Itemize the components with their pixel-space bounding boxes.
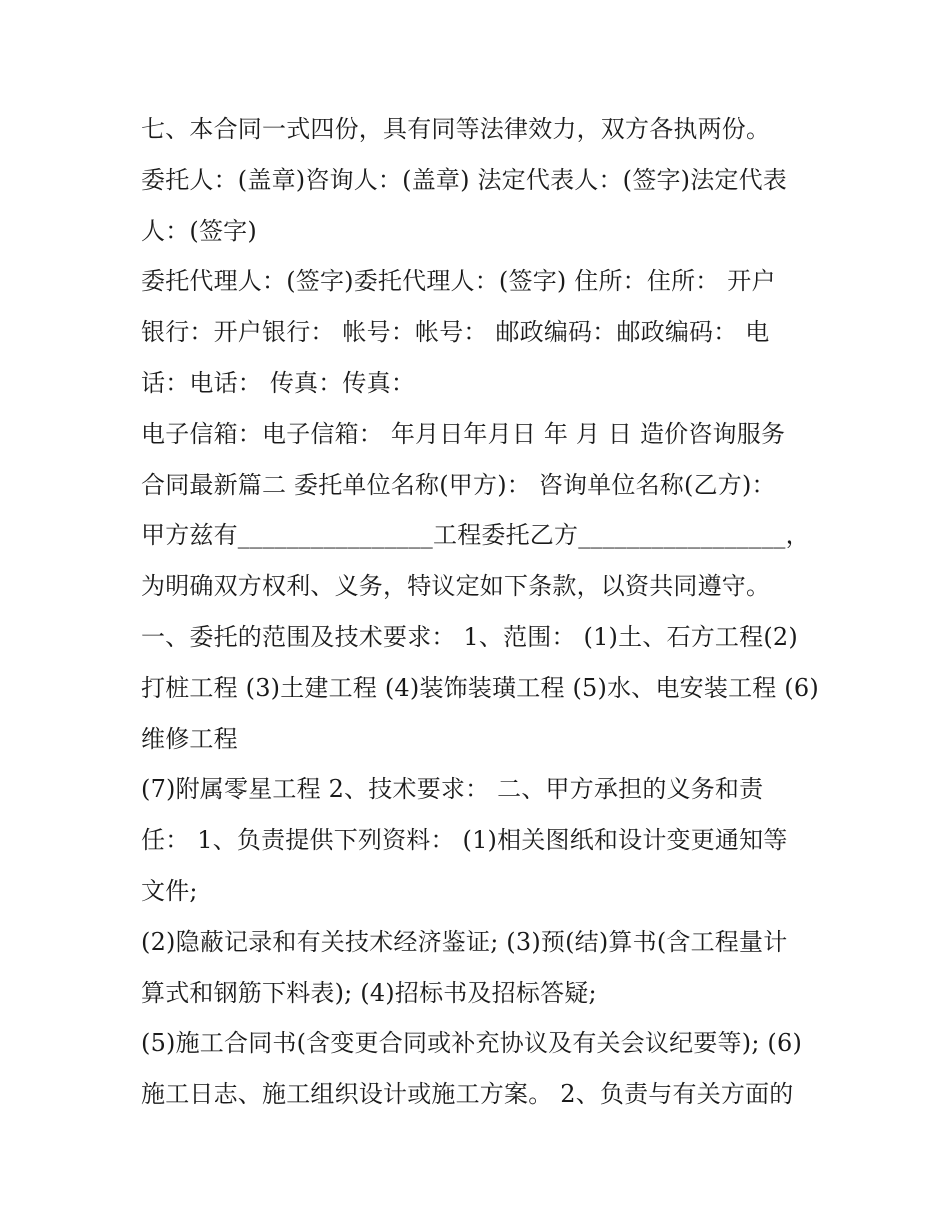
text-line: (5)施工合同书(含变更合同或补充协议及有关会议纪要等); (6) [141, 1029, 803, 1058]
text-line: 施工日志、施工组织设计或施工方案。 2、负责与有关方面的 [141, 1080, 794, 1109]
text-line: (2)隐蔽记录和有关技术经济鉴证; (3)预(结)算书(含工程量计 [141, 927, 788, 956]
text-line: 委托代理人：(签字)委托代理人：(签字) 住所：住所： 开户 [141, 267, 776, 296]
text-line: 银行：开户银行： 帐号：帐号： 邮政编码：邮政编码： 电 [141, 318, 770, 347]
text-line: 维修工程 [141, 724, 238, 753]
text-line: 任： 1、负责提供下列资料： (1)相关图纸和设计变更通知等 [141, 826, 788, 855]
text-line: 打桩工程 (3)土建工程 (4)装饰装璜工程 (5)水、电安装工程 (6) [141, 673, 819, 702]
text-line: 委托人：(盖章)咨询人：(盖章) 法定代表人：(签字)法定代表 [141, 165, 788, 194]
text-line: 人：(签字) [141, 216, 257, 245]
text-line: 为明确双方权利、义务，特议定如下条款，以资共同遵守。 [141, 572, 771, 601]
document-body [141, 104, 831, 1120]
text-line: 话：电话： 传真：传真： [141, 368, 416, 397]
text-line: (7)附属零星工程 2、技术要求： 二、甲方承担的义务和责 [141, 775, 764, 804]
text-line: 电子信箱：电子信箱： 年月日年月日 年 月 日 造价咨询服务 [141, 419, 786, 448]
text-line: 合同最新篇二 委托单位名称(甲方)： 咨询单位名称(乙方)： [141, 470, 776, 499]
text-line: 七、本合同一式四份，具有同等法律效力，双方各执两份。 [141, 115, 771, 143]
text-line: 文件; [141, 876, 198, 905]
text-line: 一、委托的范围及技术要求： 1、范围： (1)土、石方工程(2) [141, 622, 798, 651]
text-line: 算式和钢筋下料表); (4)招标书及招标答疑; [141, 978, 597, 1007]
text-line: 甲方兹有________________工程委托乙方_________________， [141, 521, 810, 550]
